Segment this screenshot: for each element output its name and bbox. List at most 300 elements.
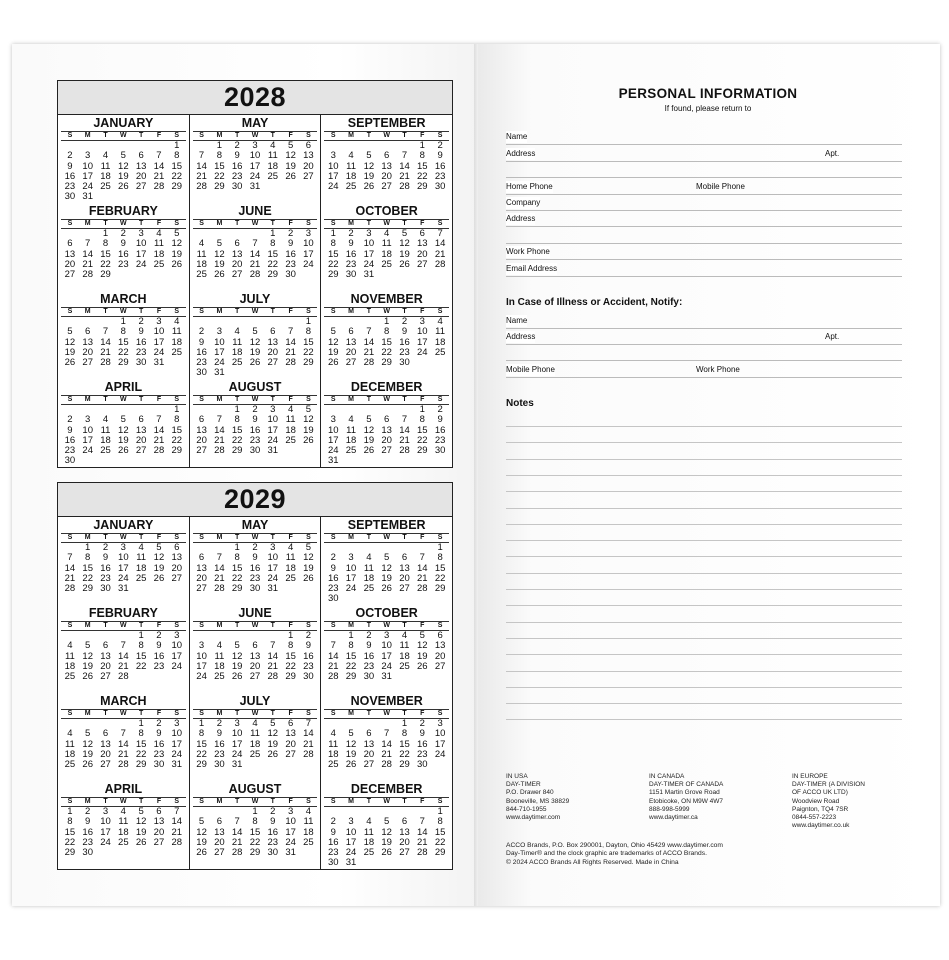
day-number: 7 xyxy=(419,552,425,564)
day-number: 27 xyxy=(100,671,111,683)
weekday-label: S xyxy=(199,622,204,629)
month-name: JULY xyxy=(239,694,271,708)
weekday-label: F xyxy=(420,798,425,805)
day-number: 3 xyxy=(252,140,258,151)
day-number: 19 xyxy=(153,562,165,574)
day-number: 4 xyxy=(287,542,294,553)
day-number: 6 xyxy=(270,326,276,338)
day-number: 25 xyxy=(100,181,111,193)
day-number: 6 xyxy=(384,150,390,162)
day-number: 26 xyxy=(399,258,410,270)
weekday-label: S xyxy=(437,710,443,717)
day-number: 16 xyxy=(285,248,296,260)
footer-line: Paignton, TQ4 7SR xyxy=(792,805,849,813)
day-number: 23 xyxy=(434,434,446,446)
day-number: 6 xyxy=(85,326,91,338)
day-number: 18 xyxy=(285,424,296,436)
day-number: 26 xyxy=(171,258,183,270)
month-april xyxy=(58,781,189,869)
weekday-label: T xyxy=(270,622,275,629)
day-number: 17 xyxy=(82,434,93,446)
day-number: 1 xyxy=(437,542,443,553)
apt-label: Apt. xyxy=(825,149,840,158)
day-number: 16 xyxy=(303,650,314,662)
day-number: 17 xyxy=(231,738,243,750)
day-number: 10 xyxy=(196,650,207,662)
day-number: 22 xyxy=(100,258,111,270)
footer-line: 1151 Martin Grove Road xyxy=(649,789,720,797)
day-number: 26 xyxy=(118,445,129,457)
day-number: 14 xyxy=(118,650,129,662)
work-phone-field[interactable] xyxy=(506,245,902,260)
day-number: 25 xyxy=(267,170,279,182)
day-number: 11 xyxy=(285,414,296,426)
day-number: 25 xyxy=(303,836,314,848)
day-number: 22 xyxy=(267,258,279,270)
day-number: 23 xyxy=(417,748,428,760)
weekday-label: S xyxy=(67,798,73,805)
day-number: 26 xyxy=(135,836,147,848)
month-name: JANUARY xyxy=(93,116,154,130)
weekday-label: F xyxy=(156,798,162,805)
day-number: 25 xyxy=(171,346,183,358)
day-number: 1 xyxy=(234,404,240,415)
month-name: JULY xyxy=(239,292,271,306)
day-number: 5 xyxy=(384,816,390,828)
day-number: 9 xyxy=(330,826,336,838)
day-number: 16 xyxy=(327,572,339,584)
day-number: 29 xyxy=(285,671,296,683)
weekday-label: W xyxy=(251,710,259,717)
day-number: 6 xyxy=(419,228,425,239)
day-number: 12 xyxy=(135,816,147,828)
notes-line xyxy=(506,475,902,476)
day-number: 21 xyxy=(82,258,93,270)
day-number: 22 xyxy=(214,170,225,182)
weekday-label: S xyxy=(67,396,73,403)
day-number: 4 xyxy=(348,150,354,162)
page-gutter xyxy=(474,44,478,906)
day-number: 8 xyxy=(138,640,144,652)
month-name: OCTOBER xyxy=(355,204,418,218)
day-number: 12 xyxy=(399,238,410,250)
day-number: 2 xyxy=(102,542,109,553)
notes-line xyxy=(506,703,902,704)
month-name: DECEMBER xyxy=(350,782,423,796)
weekday-label: F xyxy=(420,132,425,139)
day-number: 26 xyxy=(303,572,314,584)
day-number: 14 xyxy=(64,562,76,574)
day-number: 19 xyxy=(118,170,129,182)
weekday-label: S xyxy=(306,132,311,139)
day-number: 8 xyxy=(330,238,336,250)
weekday-label: T xyxy=(366,622,371,629)
day-number: 30 xyxy=(153,759,165,771)
month-name: JANUARY xyxy=(93,518,154,532)
day-number: 4 xyxy=(156,228,162,239)
day-number: 13 xyxy=(171,552,183,564)
day-number: 13 xyxy=(417,238,428,250)
day-number: 13 xyxy=(82,336,93,348)
day-number: 22 xyxy=(135,660,147,672)
weekday-label: S xyxy=(199,220,204,227)
address-line-2-field[interactable] xyxy=(506,163,902,178)
day-number: 9 xyxy=(305,640,312,652)
day-number: 12 xyxy=(417,640,428,652)
day-number: 18 xyxy=(100,170,111,182)
day-number: 3 xyxy=(102,806,109,817)
day-number: 23 xyxy=(285,258,296,270)
emergency-address-field[interactable] xyxy=(506,330,902,345)
weekday-label: T xyxy=(366,132,371,139)
day-number: 30 xyxy=(434,445,446,457)
day-number: 1 xyxy=(138,630,144,641)
day-number: 19 xyxy=(214,258,225,270)
day-number: 26 xyxy=(267,748,279,760)
company-address-field[interactable] xyxy=(506,212,902,227)
day-number: 28 xyxy=(249,269,261,281)
weekday-label: T xyxy=(270,396,275,403)
day-number: 2 xyxy=(305,630,312,641)
day-number: 3 xyxy=(270,542,276,553)
weekday-label: T xyxy=(235,308,240,315)
weekday-label: F xyxy=(420,622,425,629)
day-number: 2 xyxy=(252,542,258,553)
day-number: 7 xyxy=(234,816,240,828)
day-number: 22 xyxy=(171,434,183,446)
day-number: 21 xyxy=(399,434,410,446)
weekday-label: F xyxy=(288,622,293,629)
weekday-label: S xyxy=(306,534,311,541)
notes-line xyxy=(506,426,902,427)
day-number: 18 xyxy=(327,748,339,760)
day-number: 31 xyxy=(345,857,357,869)
day-number: 16 xyxy=(434,424,446,436)
emergency-phone-field[interactable] xyxy=(506,363,902,378)
weekday-label: F xyxy=(288,132,293,139)
weekday-label: T xyxy=(103,534,108,541)
company-field[interactable] xyxy=(506,196,902,211)
month-name: SEPTEMBER xyxy=(347,116,426,130)
day-number: 20 xyxy=(171,562,183,574)
day-number: 27 xyxy=(381,445,392,457)
weekday-label: M xyxy=(216,132,223,139)
day-number: 7 xyxy=(120,728,126,740)
day-number: 13 xyxy=(100,738,111,750)
day-number: 22 xyxy=(64,836,76,848)
day-number: 21 xyxy=(196,170,207,182)
months-grid xyxy=(58,115,452,467)
day-number: 13 xyxy=(381,424,392,436)
day-number: 20 xyxy=(231,258,243,270)
footer-line: DAY-TIMER xyxy=(506,781,541,789)
weekday-label: M xyxy=(348,710,354,717)
day-number: 31 xyxy=(363,269,375,281)
day-number: 1 xyxy=(401,718,408,729)
day-number: 24 xyxy=(267,572,279,584)
footer-legal xyxy=(506,842,723,867)
home-phone-field[interactable] xyxy=(506,180,902,195)
day-number: 14 xyxy=(231,826,243,838)
footer-line: www.daytimer.com xyxy=(506,814,561,822)
day-number: 25 xyxy=(196,269,207,281)
weekday-label: S xyxy=(174,132,180,139)
month-name: APRIL xyxy=(104,380,143,394)
weekday-label: S xyxy=(330,710,336,717)
day-number: 12 xyxy=(267,728,279,740)
day-number: 12 xyxy=(363,160,375,172)
day-number: 3 xyxy=(270,404,276,415)
weekday-header xyxy=(61,131,186,141)
day-number: 3 xyxy=(419,316,425,327)
day-number: 23 xyxy=(100,572,111,584)
month-name: MAY xyxy=(241,518,269,532)
day-number: 2 xyxy=(216,718,223,729)
emergency-address-label: Address xyxy=(506,332,536,341)
company-address-label: Address xyxy=(506,214,536,223)
day-number: 29 xyxy=(249,847,261,859)
day-number: 17 xyxy=(327,434,339,446)
day-number: 24 xyxy=(417,346,428,358)
day-number: 23 xyxy=(303,660,314,672)
footer-line: Day-Timer® and the clock graphic are trademarks of ACCO Brands. xyxy=(506,850,707,858)
day-number: 17 xyxy=(171,738,183,750)
day-number: 3 xyxy=(305,228,312,239)
day-grid xyxy=(324,807,449,869)
mobile-phone-label: Mobile Phone xyxy=(696,182,745,191)
weekday-label: M xyxy=(216,534,223,541)
day-number: 4 xyxy=(330,728,336,740)
day-number: 10 xyxy=(231,728,243,740)
day-number: 25 xyxy=(345,181,357,193)
day-number: 2 xyxy=(366,630,372,641)
weekday-label: T xyxy=(270,534,275,541)
day-number: 25 xyxy=(135,572,147,584)
day-number: 25 xyxy=(153,258,165,270)
footer-line: Booneville, MS 38829 xyxy=(506,797,570,805)
day-number: 31 xyxy=(327,455,339,467)
month-column xyxy=(321,115,452,467)
weekday-label: S xyxy=(199,710,204,717)
weekday-label: W xyxy=(120,396,127,403)
weekday-label: W xyxy=(383,308,390,315)
name-field[interactable] xyxy=(506,130,902,145)
day-number: 5 xyxy=(198,816,205,828)
day-number: 29 xyxy=(135,759,147,771)
day-number: 24 xyxy=(196,671,207,683)
day-number: 22 xyxy=(327,258,339,270)
day-number: 6 xyxy=(366,728,372,740)
day-number: 15 xyxy=(82,562,93,574)
weekday-header xyxy=(61,621,186,631)
day-number: 24 xyxy=(118,572,129,584)
day-number: 19 xyxy=(82,660,93,672)
day-number: 24 xyxy=(363,258,375,270)
day-number: 27 xyxy=(153,836,165,848)
day-grid xyxy=(61,141,186,203)
day-number: 9 xyxy=(330,562,336,574)
day-number: 30 xyxy=(327,857,339,869)
day-number: 3 xyxy=(138,228,144,239)
day-number: 7 xyxy=(384,728,390,740)
footer-line: DAY-TIMER OF CANADA xyxy=(649,781,724,789)
day-number: 7 xyxy=(305,718,312,729)
day-number: 30 xyxy=(135,357,147,369)
day-number: 12 xyxy=(196,826,207,838)
day-grid xyxy=(61,405,186,467)
month-column xyxy=(190,517,322,869)
day-grid xyxy=(324,543,449,605)
emergency-name-field[interactable] xyxy=(506,314,902,329)
email-field[interactable] xyxy=(506,262,902,277)
day-number: 6 xyxy=(156,806,162,817)
day-number: 9 xyxy=(67,160,73,172)
weekday-label: F xyxy=(288,308,293,315)
weekday-label: T xyxy=(402,308,407,315)
day-number: 7 xyxy=(174,806,180,817)
day-number: 2 xyxy=(330,552,336,564)
weekday-header xyxy=(324,395,449,405)
weekday-label: T xyxy=(270,308,275,315)
emergency-title: In Case of Illness or Accident, Notify: xyxy=(506,297,683,308)
day-number: 28 xyxy=(267,671,279,683)
day-number: 31 xyxy=(231,759,243,771)
weekday-label: S xyxy=(306,710,311,717)
month-october xyxy=(321,605,452,693)
day-number: 11 xyxy=(232,336,243,348)
day-number: 20 xyxy=(153,826,165,838)
day-number: 5 xyxy=(138,806,144,817)
day-number: 23 xyxy=(135,346,147,358)
day-number: 19 xyxy=(249,346,261,358)
weekday-label: S xyxy=(306,396,311,403)
weekday-label: T xyxy=(235,396,240,403)
day-grid xyxy=(324,405,449,467)
weekday-label: T xyxy=(366,534,371,541)
day-number: 15 xyxy=(135,738,147,750)
company-address-line-2-field[interactable] xyxy=(506,229,902,244)
day-number: 8 xyxy=(198,728,205,740)
weekday-label: M xyxy=(216,622,223,629)
day-number: 15 xyxy=(434,826,446,838)
day-number: 16 xyxy=(214,738,225,750)
day-grid xyxy=(193,719,318,770)
day-number: 7 xyxy=(216,552,223,564)
day-number: 18 xyxy=(345,434,357,446)
day-number: 19 xyxy=(135,826,147,838)
day-number: 10 xyxy=(303,238,314,250)
weekday-label: S xyxy=(306,622,311,629)
day-number: 28 xyxy=(399,445,410,457)
day-number: 16 xyxy=(64,434,76,446)
day-number: 19 xyxy=(345,748,357,760)
day-number: 16 xyxy=(363,650,375,662)
day-grid xyxy=(193,631,318,682)
weekday-header xyxy=(193,621,318,631)
day-number: 23 xyxy=(231,170,243,182)
day-number: 20 xyxy=(100,748,111,760)
month-name: FEBRUARY xyxy=(88,204,158,218)
day-number: 23 xyxy=(345,258,357,270)
day-number: 7 xyxy=(198,150,205,162)
day-number: 15 xyxy=(118,336,129,348)
day-number: 11 xyxy=(346,160,356,172)
day-number: 7 xyxy=(216,414,223,426)
day-number: 9 xyxy=(156,728,162,740)
day-number: 27 xyxy=(196,445,207,457)
day-number: 28 xyxy=(153,181,165,193)
day-number: 2 xyxy=(419,718,425,729)
day-number: 14 xyxy=(417,826,428,838)
day-number: 27 xyxy=(214,847,225,859)
day-number: 19 xyxy=(327,346,339,358)
day-number: 15 xyxy=(417,424,428,436)
day-number: 24 xyxy=(345,847,357,859)
weekday-label: S xyxy=(437,308,443,315)
day-number: 25 xyxy=(118,836,129,848)
day-number: 4 xyxy=(366,816,372,828)
day-number: 2 xyxy=(234,140,240,151)
notes-line xyxy=(506,540,902,541)
weekday-label: T xyxy=(103,798,108,805)
day-number: 16 xyxy=(249,424,261,436)
emergency-address-line-2-field[interactable] xyxy=(506,346,902,361)
day-number: 26 xyxy=(249,357,261,369)
weekday-label: W xyxy=(120,220,127,227)
day-number: 12 xyxy=(214,248,225,260)
day-number: 2 xyxy=(156,718,162,729)
weekday-label: S xyxy=(174,396,180,403)
weekday-label: M xyxy=(216,396,223,403)
day-number: 17 xyxy=(267,562,279,574)
address-field[interactable] xyxy=(506,147,902,162)
day-number: 9 xyxy=(252,552,258,564)
weekday-label: S xyxy=(437,220,443,227)
day-number: 3 xyxy=(330,414,336,426)
day-number: 17 xyxy=(285,826,296,838)
day-number: 4 xyxy=(120,806,126,817)
day-number: 23 xyxy=(327,583,339,595)
day-number: 21 xyxy=(214,434,225,446)
day-grid xyxy=(193,317,318,379)
day-number: 20 xyxy=(434,650,446,662)
day-number: 13 xyxy=(135,424,147,436)
day-number: 24 xyxy=(434,748,446,760)
day-number: 8 xyxy=(67,816,73,828)
day-number: 19 xyxy=(381,836,392,848)
weekday-label: F xyxy=(156,220,162,227)
day-number: 25 xyxy=(327,759,339,771)
notes-title: Notes xyxy=(506,398,534,409)
day-number: 22 xyxy=(249,836,261,848)
day-number: 7 xyxy=(401,150,408,162)
day-number: 28 xyxy=(153,445,165,457)
day-number: 22 xyxy=(381,346,392,358)
day-number: 28 xyxy=(214,445,225,457)
day-number: 23 xyxy=(118,258,129,270)
weekday-label: W xyxy=(383,534,390,541)
weekday-label: M xyxy=(84,220,91,227)
day-number: 26 xyxy=(417,660,428,672)
day-number: 10 xyxy=(345,562,357,574)
day-number: 22 xyxy=(434,836,446,848)
weekday-label: M xyxy=(348,220,354,227)
day-number: 25 xyxy=(434,346,446,358)
day-number: 9 xyxy=(156,640,162,652)
day-number: 21 xyxy=(417,572,428,584)
day-grid xyxy=(193,807,318,858)
day-number: 25 xyxy=(214,671,225,683)
